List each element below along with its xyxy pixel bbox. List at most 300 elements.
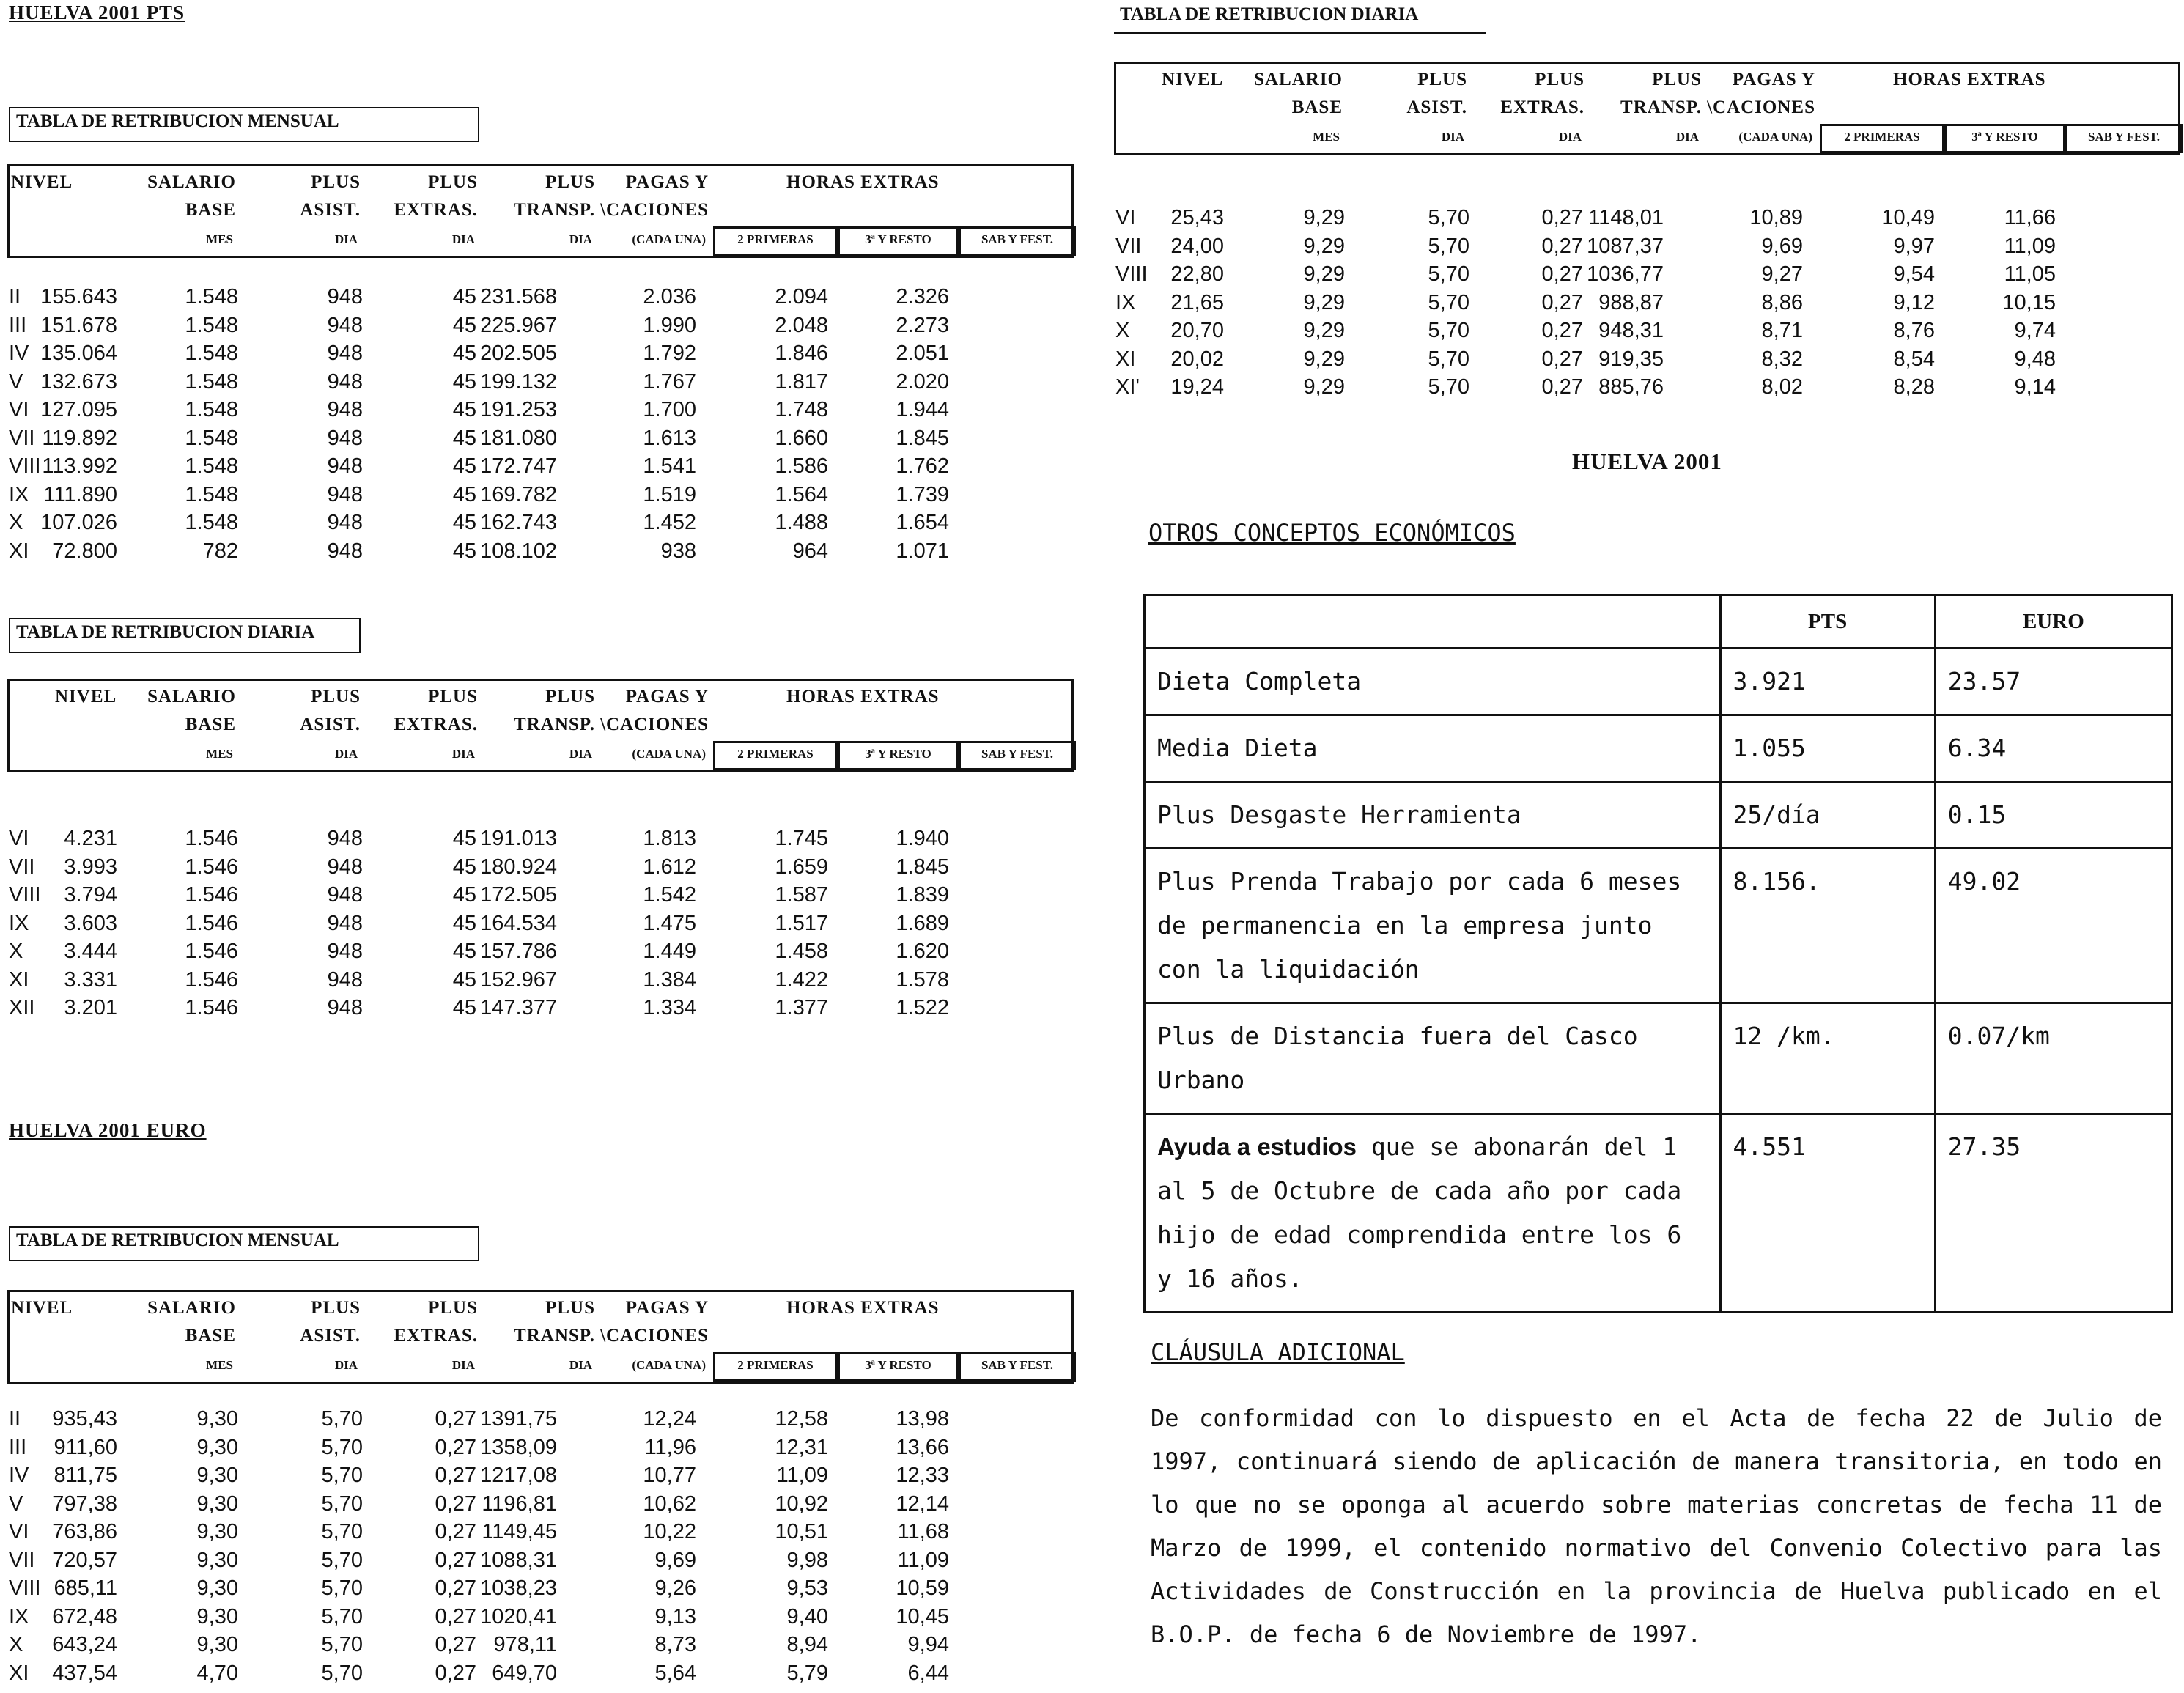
row-value: 948 <box>327 940 363 963</box>
col-header-pagas-3: (CADA UNA) <box>632 232 706 246</box>
row-value: 1.817 <box>775 369 828 394</box>
row-value: 231.568 <box>480 285 557 309</box>
col-header-asist: PLUS <box>311 687 361 707</box>
otros-row <box>1145 1114 2172 1313</box>
row-value: 172.747 <box>480 454 557 478</box>
otros-header-pts: PTS <box>1720 595 1935 649</box>
col-header-nivel: NIVEL <box>11 1298 73 1318</box>
row-value: 0,27 <box>435 1633 476 1656</box>
otros-pts: 25/día <box>1720 782 1935 849</box>
row-value: 1.546 <box>185 996 238 1019</box>
row-value: 1.548 <box>185 342 238 365</box>
row-value: 13,66 <box>896 1435 949 1459</box>
table-row <box>7 370 1074 398</box>
table-header <box>7 164 1074 258</box>
row-value: 45 <box>452 511 476 534</box>
table-row <box>7 539 1074 567</box>
col-header-h1: 2 PRIMERAS <box>713 741 838 770</box>
row-value: 10,15 <box>2002 290 2056 314</box>
row-value: 1.944 <box>896 398 949 421</box>
row-value: 9,29 <box>1303 206 1345 229</box>
row-value: 797,38 <box>52 1491 117 1516</box>
row-value: 948 <box>327 426 363 450</box>
row-value: 1.458 <box>775 940 828 963</box>
row-value: 9,30 <box>196 1464 238 1487</box>
row-value: 935,43 <box>52 1407 117 1431</box>
col-header-pagas: PAGAS Y <box>625 687 709 707</box>
row-level: VIII <box>9 883 41 907</box>
row-value: 20,02 <box>1170 347 1224 371</box>
otros-euro: 23.57 <box>1935 649 2172 715</box>
row-value: 1.620 <box>896 940 949 963</box>
row-value: 1.578 <box>896 967 949 992</box>
table-row <box>1114 235 2180 262</box>
row-level: VII <box>9 426 35 450</box>
row-value: 111.890 <box>43 482 117 506</box>
col-header-transp-2: TRANSP. <box>514 200 595 220</box>
row-value: 172.505 <box>480 883 557 907</box>
row-value: 9,94 <box>907 1633 949 1656</box>
otros-row <box>1145 849 2172 1003</box>
row-value: 8,32 <box>1761 347 1803 371</box>
row-value: 1.449 <box>643 940 696 963</box>
row-value: 1.748 <box>775 398 828 421</box>
row-value: 2.048 <box>775 313 828 337</box>
row-value: 0,27 <box>435 1407 476 1431</box>
row-value: 9,48 <box>2014 347 2056 371</box>
clausula-text: De conformidad con lo dispuesto en el Acta de fecha 22 de Julio de 1997, continuará siendo de aplicación de manera transitoria, en todo en lo que no se oponga al acuerdo sobre materias concretas de fecha 11 de Marzo de 1999, el contenido normativo del Convenio Colectivo para las Actividades de Construcción en la provincia de Huelva publicado en el B.O.P. de fecha 6 de Noviembre de 1997. <box>1151 1404 2162 1648</box>
col-header-asist-2: ASIST. <box>300 1326 361 1346</box>
col-header-h3: SAB Y FEST. <box>959 741 1076 770</box>
row-value: 9,69 <box>1761 234 1803 258</box>
col-header-transp: PLUS <box>545 172 595 192</box>
row-value: 763,86 <box>52 1520 117 1543</box>
row-value: 5,70 <box>1428 375 1469 399</box>
otros-pts: 1.055 <box>1720 715 1935 782</box>
col-header-salario-2: BASE <box>185 200 236 220</box>
row-value: 5,70 <box>321 1633 363 1656</box>
row-level: VII <box>1115 234 1142 258</box>
row-value: 5,70 <box>321 1407 363 1431</box>
otros-row <box>1145 1003 2172 1114</box>
row-value: 12,14 <box>896 1491 949 1516</box>
row-value: 1.546 <box>185 911 238 935</box>
row-value: 10,77 <box>643 1464 696 1487</box>
col-header-salario-3: MES <box>206 747 233 761</box>
row-value: 9,54 <box>1893 262 1935 286</box>
row-value: 8,71 <box>1761 319 1803 342</box>
row-value: 12,33 <box>896 1464 949 1487</box>
col-header-transp: PLUS <box>1652 70 1702 89</box>
row-value: 9,30 <box>196 1604 238 1629</box>
row-value: 2.326 <box>896 285 949 309</box>
col-header-pagas-2: \CACIONES <box>600 715 709 734</box>
table-row <box>7 511 1074 539</box>
row-value: 948 <box>327 398 363 421</box>
row-value: 988,87 <box>1598 290 1664 314</box>
row-value: 5,70 <box>321 1435 363 1459</box>
row-value: 938 <box>660 539 696 563</box>
row-value: 164.534 <box>480 911 557 935</box>
row-value: 5,70 <box>321 1464 363 1487</box>
row-value: 1.542 <box>643 883 696 907</box>
otros-conceptos-table <box>1143 594 2173 1313</box>
col-header-transp-3: DIA <box>569 1358 592 1372</box>
row-value: 1.792 <box>643 342 696 365</box>
row-value: 9,14 <box>2014 375 2056 399</box>
row-value: 45 <box>452 539 476 563</box>
row-value: 649,70 <box>492 1661 557 1685</box>
otros-conceptos-heading: OTROS CONCEPTOS ECONÓMICOS <box>1148 519 1516 547</box>
row-value: 45 <box>452 398 476 421</box>
col-header-asist-3: DIA <box>334 1358 358 1372</box>
table-header <box>7 679 1074 772</box>
row-value: 9,30 <box>196 1576 238 1600</box>
row-value: 8,86 <box>1761 290 1803 314</box>
row-level: IV <box>9 1464 29 1487</box>
row-level: VII <box>9 1548 35 1572</box>
table-row <box>7 1605 1074 1633</box>
row-level: XI <box>9 967 29 992</box>
row-level: IX <box>9 482 29 506</box>
row-value: 24,00 <box>1170 234 1224 258</box>
col-header-salario-2: BASE <box>185 715 236 734</box>
row-value: 919,35 <box>1598 347 1664 371</box>
row-value: 6,44 <box>907 1661 949 1685</box>
row-value: 0,27 <box>435 1548 476 1572</box>
row-value: 1.517 <box>775 911 828 935</box>
col-header-salario-3: MES <box>206 232 233 246</box>
row-value: 152.967 <box>480 967 557 992</box>
col-header-pagas-3: (CADA UNA) <box>1738 130 1812 144</box>
otros-concept <box>1145 1114 1721 1313</box>
row-value: 9,74 <box>2014 319 2056 342</box>
row-value: 1088,31 <box>480 1548 557 1572</box>
table-row <box>1114 347 2180 375</box>
row-value: 1196,81 <box>482 1491 557 1516</box>
row-value: 2.273 <box>896 313 949 337</box>
row-value: 1.546 <box>185 827 238 850</box>
row-level: XI <box>1115 347 1136 371</box>
row-value: 0,27 <box>435 1435 476 1459</box>
row-value: 1.071 <box>896 539 949 563</box>
row-level: II <box>9 285 21 309</box>
row-value: 1.548 <box>185 285 238 309</box>
row-value: 191.253 <box>480 398 557 421</box>
row-value: 9,29 <box>1303 234 1345 258</box>
table-row <box>7 1492 1074 1520</box>
col-header-horas-extras: HORAS EXTRAS <box>786 687 940 707</box>
col-header-horas-extras: HORAS EXTRAS <box>786 1298 940 1318</box>
row-value: 948 <box>327 454 363 478</box>
otros-euro: 27.35 <box>1935 1114 2172 1313</box>
row-value: 720,57 <box>52 1548 117 1572</box>
col-header-extras-3: DIA <box>451 1358 475 1372</box>
clausula-heading: CLÁUSULA ADICIONAL <box>1151 1338 1405 1366</box>
row-value: 1.586 <box>775 454 828 478</box>
otros-concept: Media Dieta <box>1145 715 1721 782</box>
row-value: 1.613 <box>643 426 696 450</box>
row-value: 72.800 <box>52 539 117 563</box>
row-value: 3.444 <box>64 940 117 963</box>
pts-diaria-title: TABLA DE RETRIBUCION DIARIA <box>9 618 361 653</box>
table-row <box>1114 291 2180 319</box>
row-value: 2.094 <box>775 285 828 309</box>
row-value: 5,70 <box>321 1491 363 1516</box>
row-value: 948 <box>327 313 363 337</box>
otros-header-blank <box>1145 595 1721 649</box>
row-value: 45 <box>452 369 476 394</box>
row-value: 119.892 <box>42 426 117 450</box>
otros-pts: 12 /km. <box>1720 1003 1935 1114</box>
row-value: 1.839 <box>896 883 949 907</box>
table-row <box>7 454 1074 482</box>
col-header-transp-2: TRANSP. <box>514 715 595 734</box>
row-value: 45 <box>452 883 476 907</box>
row-value: 1.475 <box>643 911 696 935</box>
row-value: 9,30 <box>196 1633 238 1656</box>
row-level: VI <box>9 1520 29 1543</box>
row-value: 10,92 <box>775 1491 828 1516</box>
row-value: 10,22 <box>643 1520 696 1543</box>
row-value: 45 <box>452 482 476 506</box>
row-value: 9,53 <box>786 1576 828 1600</box>
row-value: 1.548 <box>185 398 238 421</box>
otros-concept-bold: Ayuda a estudios <box>1157 1133 1357 1160</box>
col-header-asist-3: DIA <box>334 747 358 761</box>
row-value: 1.548 <box>185 454 238 478</box>
row-value: 3.331 <box>64 967 117 992</box>
row-value: 1148,01 <box>1588 206 1664 229</box>
row-value: 0,27 <box>435 1576 476 1600</box>
row-value: 10,89 <box>1749 206 1803 229</box>
row-value: 948,31 <box>1598 319 1664 342</box>
row-value: 948 <box>327 369 363 394</box>
row-value: 5,79 <box>786 1661 828 1685</box>
row-value: 9,98 <box>786 1548 828 1572</box>
row-value: 1.990 <box>643 313 696 337</box>
col-header-pagas-3: (CADA UNA) <box>632 747 706 761</box>
table-row <box>7 1661 1074 1689</box>
row-value: 948 <box>327 511 363 534</box>
row-level: XI <box>9 539 29 563</box>
row-value: 5,70 <box>321 1576 363 1600</box>
row-value: 782 <box>202 539 238 563</box>
row-value: 1087,37 <box>1587 234 1664 258</box>
row-value: 1.546 <box>185 855 238 879</box>
row-value: 225.967 <box>480 313 557 337</box>
table-row <box>7 1464 1074 1491</box>
col-header-asist-2: ASIST. <box>300 715 361 734</box>
col-header-pagas-2: \CACIONES <box>1707 97 1815 117</box>
row-value: 21,65 <box>1170 290 1224 314</box>
row-value: 0,27 <box>435 1604 476 1629</box>
row-value: 1.745 <box>775 827 828 850</box>
row-value: 10,49 <box>1881 206 1935 229</box>
col-header-asist-3: DIA <box>1441 130 1464 144</box>
row-value: 437,54 <box>52 1661 117 1685</box>
row-value: 1.548 <box>185 369 238 394</box>
col-header-salario-3: MES <box>206 1358 233 1372</box>
col-header-transp: PLUS <box>545 687 595 707</box>
col-header-h1: 2 PRIMERAS <box>713 1352 838 1382</box>
row-value: 1.334 <box>643 996 696 1019</box>
row-level: V <box>9 369 23 394</box>
row-value: 8,28 <box>1893 375 1935 399</box>
otros-pts: 8.156. <box>1720 849 1935 1003</box>
col-header-asist-2: ASIST. <box>300 200 361 220</box>
row-value: 11,96 <box>644 1435 696 1459</box>
row-value: 9,29 <box>1303 290 1345 314</box>
row-value: 885,76 <box>1598 375 1664 399</box>
col-header-extras: PLUS <box>428 1298 478 1318</box>
row-value: 10,51 <box>775 1520 828 1543</box>
col-header-extras: PLUS <box>428 687 478 707</box>
col-header-h1: 2 PRIMERAS <box>713 226 838 256</box>
row-value: 181.080 <box>480 426 557 450</box>
row-value: 132.673 <box>40 369 117 394</box>
col-header-extras: PLUS <box>1535 70 1584 89</box>
otros-concept: Plus Desgaste Herramienta <box>1145 782 1721 849</box>
row-level: X <box>9 1633 23 1656</box>
row-level: III <box>9 313 27 337</box>
row-value: 9,29 <box>1303 262 1345 286</box>
col-header-asist-3: DIA <box>334 232 358 246</box>
row-value: 0,27 <box>1541 290 1583 314</box>
row-value: 5,70 <box>1428 234 1469 258</box>
row-level: III <box>9 1435 27 1459</box>
otros-row <box>1145 715 2172 782</box>
table-row <box>7 940 1074 967</box>
row-value: 25,43 <box>1170 206 1224 229</box>
row-value: 147.377 <box>480 996 557 1019</box>
huelva-2001-title: HUELVA 2001 <box>1572 449 1722 474</box>
row-value: 1.377 <box>775 996 828 1019</box>
row-level: VIII <box>9 1576 41 1600</box>
row-value: 5,64 <box>654 1661 696 1685</box>
row-value: 9,69 <box>654 1548 696 1572</box>
table-row <box>1114 319 2180 347</box>
row-value: 12,24 <box>643 1407 696 1431</box>
row-value: 8,94 <box>786 1633 828 1656</box>
table-row <box>1114 206 2180 234</box>
row-level: X <box>1115 319 1130 342</box>
col-header-extras-3: DIA <box>451 232 475 246</box>
row-value: 4,70 <box>196 1661 238 1685</box>
table-row <box>7 1576 1074 1604</box>
otros-euro: 0.15 <box>1935 782 2172 849</box>
row-level: VI <box>9 827 29 850</box>
row-value: 8,54 <box>1893 347 1935 371</box>
col-header-h2: 3ª Y RESTO <box>838 226 959 256</box>
row-value: 0,27 <box>1541 234 1583 258</box>
table-row <box>7 398 1074 426</box>
table-row <box>7 855 1074 883</box>
row-value: 135.064 <box>40 342 117 365</box>
row-level: II <box>9 1407 21 1431</box>
col-header-h2: 3ª Y RESTO <box>838 741 959 770</box>
col-header-horas-extras: HORAS EXTRAS <box>1893 70 2046 89</box>
row-value: 0,27 <box>1541 375 1583 399</box>
row-level: IV <box>9 342 29 365</box>
row-value: 1.659 <box>775 855 828 879</box>
row-value: 1.541 <box>643 454 696 478</box>
table-row <box>7 1633 1074 1661</box>
row-value: 199.132 <box>480 369 557 394</box>
otros-concept: Plus de Distancia fuera del Casco Urbano <box>1145 1003 1721 1114</box>
col-header-nivel: NIVEL <box>11 172 73 192</box>
row-value: 3.201 <box>64 996 117 1019</box>
row-value: 127.095 <box>40 398 117 421</box>
otros-euro: 49.02 <box>1935 849 2172 1003</box>
row-value: 45 <box>452 285 476 309</box>
row-value: 9,12 <box>1893 290 1935 314</box>
row-value: 12,58 <box>775 1407 828 1431</box>
row-value: 9,29 <box>1303 375 1345 399</box>
row-value: 10,62 <box>643 1491 696 1516</box>
row-value: 180.924 <box>480 855 557 879</box>
row-value: 948 <box>327 855 363 879</box>
pts-mensual-title: TABLA DE RETRIBUCION MENSUAL <box>9 107 479 142</box>
row-value: 948 <box>327 911 363 935</box>
col-header-h1: 2 PRIMERAS <box>1820 124 1944 153</box>
row-value: 45 <box>452 313 476 337</box>
table-row <box>1114 262 2180 290</box>
row-value: 1.519 <box>643 482 696 506</box>
table-row <box>7 883 1074 911</box>
row-level: XI <box>9 1661 29 1685</box>
row-value: 5,70 <box>1428 347 1469 371</box>
row-value: 1.689 <box>896 911 949 935</box>
row-value: 1.452 <box>643 511 696 534</box>
row-value: 948 <box>327 482 363 506</box>
row-value: 9,13 <box>654 1604 696 1629</box>
row-value: 3.603 <box>64 911 117 935</box>
col-header-extras-2: EXTRAS. <box>394 715 478 734</box>
row-value: 169.782 <box>480 482 557 506</box>
otros-pts: 3.921 <box>1720 649 1935 715</box>
row-level: VI <box>1115 206 1136 229</box>
table-row <box>7 827 1074 855</box>
col-header-h3: SAB Y FEST. <box>2065 124 2183 153</box>
row-value: 0,27 <box>435 1464 476 1487</box>
row-value: 20,70 <box>1170 319 1224 342</box>
row-value: 1.546 <box>185 940 238 963</box>
row-value: 5,70 <box>321 1604 363 1629</box>
row-level: IX <box>1115 290 1136 314</box>
col-header-transp: PLUS <box>545 1298 595 1318</box>
col-header-transp-3: DIA <box>569 747 592 761</box>
row-level: V <box>9 1491 23 1516</box>
col-header-extras: PLUS <box>428 172 478 192</box>
col-header-salario: SALARIO <box>1254 70 1343 89</box>
otros-euro: 6.34 <box>1935 715 2172 782</box>
row-level: VIII <box>1115 262 1148 286</box>
euro-mensual-title: TABLA DE RETRIBUCION MENSUAL <box>9 1226 479 1261</box>
row-value: 1149,45 <box>482 1520 557 1543</box>
row-value: 0,27 <box>1541 206 1583 229</box>
row-value: 4.231 <box>64 827 117 850</box>
col-header-h2: 3ª Y RESTO <box>1944 124 2065 153</box>
row-value: 1.522 <box>896 996 949 1019</box>
otros-euro: 0.07/km <box>1935 1003 2172 1114</box>
col-header-nivel: NIVEL <box>1162 70 1224 89</box>
row-level: XII <box>9 996 35 1019</box>
col-header-nivel: NIVEL <box>55 687 117 707</box>
col-header-asist: PLUS <box>311 172 361 192</box>
row-value: 5,70 <box>1428 319 1469 342</box>
row-level: IX <box>9 1604 29 1629</box>
